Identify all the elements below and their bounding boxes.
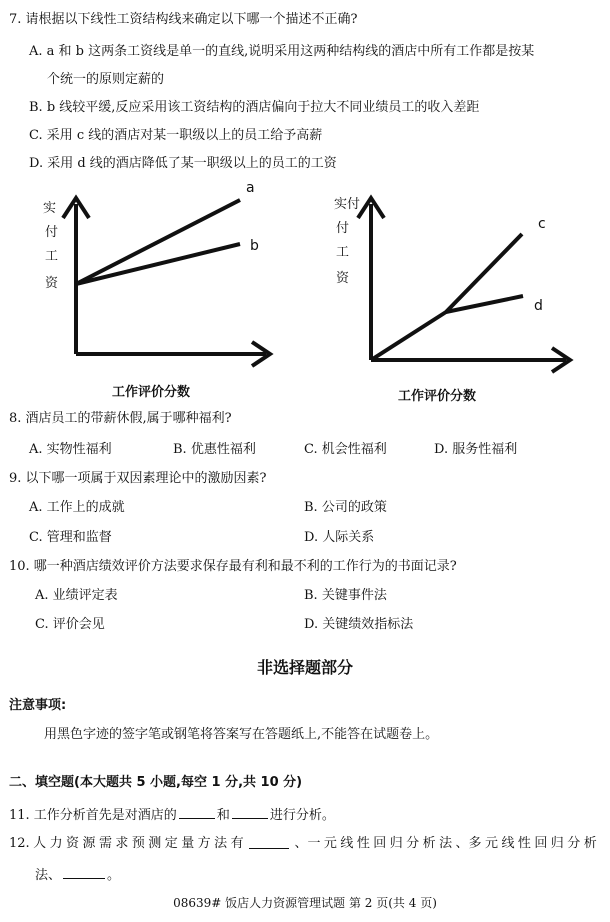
graph-left	[30, 178, 290, 403]
y-label-char-1: 实付	[334, 197, 361, 212]
q7-option-a-line1: A. a 和 b 这两条工资线是单一的直线,说明采用这两种结构线的酒店中所有工作都是按某	[29, 44, 535, 59]
q10-option-a: A. 业绩评定表	[35, 588, 118, 603]
q12-line2: 法、 。	[35, 868, 121, 883]
q12-line1: 12. 人 力 资 源 需 求 预 测 定 量 方 法 有 、一 元 线 性 回 归 分 析 法 、多 元 线 性 回 归 分 析	[9, 836, 597, 851]
q12-blank-2	[63, 866, 105, 879]
notice-body: 用黑色字迹的签字笔或钢笔将答案写在答题纸上,不能答在试题卷上。	[44, 727, 439, 742]
q9-option-d: D. 人际关系	[304, 530, 375, 545]
q7-option-b: B. b 线较平缓,反应采用该工资结构的酒店偏向于拉大不同业绩员工的收入差距	[29, 100, 480, 115]
q9-stem: 9. 以下哪一项属于双因素理论中的激励因素?	[9, 471, 267, 486]
x-axis-label: 工作评价分数	[398, 389, 477, 404]
q9-option-c: C. 管理和监督	[29, 530, 112, 545]
q11-blank-2	[232, 806, 268, 819]
y-label-char-1: 实	[43, 201, 57, 216]
q8-option-c: C. 机会性福利	[304, 442, 387, 457]
q7-option-c: C. 采用 c 线的酒店对某一职级以上的员工给予高薪	[29, 128, 323, 143]
label-c: c	[538, 216, 546, 232]
q7-option-a-line2: 个统一的原则定薪的	[47, 72, 165, 87]
notice-heading: 注意事项:	[9, 698, 67, 713]
graph-right	[330, 186, 580, 408]
q11	[9, 806, 335, 824]
q8-option-a: A. 实物性福利	[29, 442, 112, 457]
q8-option-b: B. 优惠性福利	[173, 442, 256, 457]
line-a	[76, 200, 240, 284]
y-label-char-2: 付	[45, 225, 59, 240]
label-a: a	[246, 180, 255, 196]
fill-blank-section-heading: 二、填空题(本大题共 5 小题,每空 1 分,共 10 分)	[9, 775, 303, 790]
q9-option-a: A. 工作上的成就	[29, 500, 125, 515]
q10-stem: 10. 哪一种酒店绩效评价方法要求保存最有利和最不利的工作行为的书面记录?	[9, 559, 457, 574]
q12-blank-1	[249, 836, 289, 849]
q8-stem: 8. 酒店员工的带薪休假,属于哪种福利?	[9, 411, 232, 426]
label-b: b	[250, 238, 259, 254]
y-label-char-3: 工	[45, 249, 59, 264]
q10-option-b: B. 关键事件法	[304, 588, 387, 603]
q8-option-d: D. 服务性福利	[434, 442, 518, 457]
q11-blank-1	[179, 806, 215, 819]
q11-part2: 和	[216, 808, 230, 823]
y-label-char-2: 付	[336, 221, 350, 236]
section-title: 非选择题部分	[256, 658, 353, 677]
q11-part1: 11. 工作分析首先是对酒店的	[9, 808, 177, 823]
label-d: d	[534, 298, 543, 314]
line-c	[371, 234, 522, 360]
line-b	[76, 244, 240, 284]
q10-option-d: D. 关键绩效指标法	[304, 617, 414, 632]
page-footer: 08639# 饭店人力资源管理试题 第 2 页(共 4 页)	[173, 896, 437, 910]
q11-part3: 进行分析。	[269, 808, 335, 823]
q7-stem: 7. 请根据以下线性工资结构线来确定以下哪一个描述不正确?	[9, 12, 358, 27]
q9-option-b: B. 公司的政策	[304, 500, 387, 515]
y-label-char-4: 资	[45, 276, 59, 291]
q7-option-d: D. 采用 d 线的酒店降低了某一职级以上的员工的工资	[29, 156, 337, 171]
q10-option-c: C. 评价会见	[35, 617, 105, 632]
y-label-char-3: 工	[336, 245, 350, 260]
y-label-char-4: 资	[336, 271, 350, 286]
x-axis-label: 工作评价分数	[112, 385, 191, 400]
